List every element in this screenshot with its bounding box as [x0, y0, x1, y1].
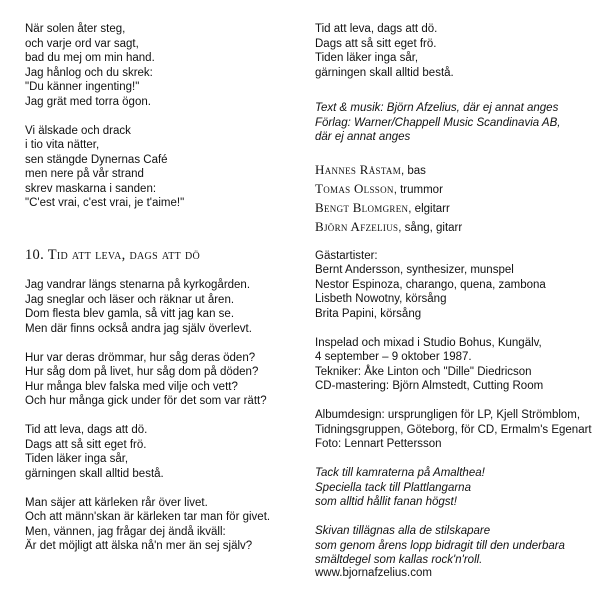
musicians-list: [315, 161, 590, 237]
musician-role: , trummor: [393, 183, 443, 196]
chorus-stanza: [25, 423, 295, 481]
guest-line: Bernt Andersson, synthesizer, munspel: [315, 264, 514, 276]
lyric-line: "C'est vrai, c'est vrai, je t'aime!": [25, 197, 185, 209]
lyric-line: Jag grät med torra ögon.: [25, 95, 151, 108]
design-credits: [315, 408, 590, 452]
recording-line: 4 september – 9 oktober 1987.: [315, 351, 472, 363]
musician-name: Tomas Olsson: [315, 180, 394, 196]
lyric-line: När solen åter steg,: [25, 23, 126, 35]
lyric-line: skrev maskarna i sanden:: [25, 182, 157, 195]
lyric-line: Tid att leva, dags att dö.: [25, 424, 148, 436]
dedication-line: som genom årens lopp bidragit till den underbara: [315, 539, 565, 552]
design-line: Tidningsgruppen, Göteborg, för CD, Ermalm's Egenart: [315, 423, 592, 436]
musician-line: [315, 199, 590, 218]
left-column: [25, 22, 295, 568]
verse-stanza: [25, 278, 295, 336]
chorus-stanza: [315, 22, 590, 80]
lyric-line: men nere på vår strand: [25, 168, 144, 180]
right-column: [315, 22, 590, 582]
lyric-line: Jag sneglar och läser och räknar ut åren.: [25, 293, 235, 306]
lyric-line: Jag hånlog och du skrek:: [25, 66, 153, 79]
musician-name: Björn Afzelius: [315, 218, 399, 234]
musician-role: , elgitarr: [408, 202, 450, 215]
lyric-line: Men där finns också andra jag själv överlevt.: [25, 322, 252, 335]
credit-line: Text & musik: Björn Afzelius, där ej annat anges: [315, 102, 559, 114]
verse-stanza: [25, 22, 295, 109]
recording-line: Inspelad och mixad i Studio Bohus, Kungälv,: [315, 336, 542, 349]
verse-stanza: [25, 124, 295, 211]
lyric-line: gärningen skall alltid bestå.: [25, 467, 164, 480]
credit-line: där ej annat anges: [315, 131, 411, 143]
guest-line: Nestor Espinoza, charango, quena, zambona: [315, 278, 546, 291]
lyric-line: bad du mej om min hand.: [25, 52, 155, 64]
thanks-line: Speciella tack till Plattlangarna: [315, 481, 471, 494]
dedication-line: smältdegel som kallas rock'n'roll.: [315, 554, 483, 566]
lyric-line: Vi älskade och drack: [25, 124, 131, 137]
thanks-line: Tack till kamraterna på Amalthea!: [315, 467, 485, 479]
credits-text-music: [315, 101, 590, 145]
dedication-line: Skivan tillägnas alla de stilskapare: [315, 525, 491, 537]
lyric-line: Och hur många gick under för det som var rätt?: [25, 395, 267, 407]
lyric-line: Jag vandrar längs stenarna på kyrkogården.: [25, 279, 251, 291]
song-heading: 10. Tid att leva, dags att dö: [25, 246, 201, 263]
recording-line: Tekniker: Åke Linton och "Dille" Diedricson: [315, 365, 532, 378]
lyric-line: Tiden läker inga sår,: [25, 453, 129, 465]
design-line: Albumdesign: ursprungligen för LP, Kjell Strömblom,: [315, 409, 581, 421]
website-url: www.bjornafzelius.com: [315, 567, 432, 579]
thanks-line: som alltid hållit fanan högst!: [315, 496, 457, 508]
lyric-line: Hur många blev falska med vilje och vett?: [25, 380, 238, 393]
verse-stanza: [25, 496, 295, 554]
lyric-line: Hur såg dom på livet, hur såg dom på döden?: [25, 366, 259, 378]
lyric-line: Är det möjligt att älska nå'n mer än sej själv?: [25, 540, 253, 552]
lyric-line: Dags att så sitt eget frö.: [25, 438, 147, 451]
lyric-line: "Du känner ingenting!": [25, 81, 140, 93]
lyric-line: Hur var deras drömmar, hur såg deras öden?: [25, 351, 256, 364]
musician-line: [315, 180, 590, 199]
guest-line: Gästartister:: [315, 249, 378, 262]
lyric-line: Dom flesta blev gamla, så vitt jag kan se.: [25, 308, 235, 320]
musician-role: , sång, gitarr: [398, 221, 463, 234]
lyric-line: i tio vita nätter,: [25, 139, 100, 151]
musician-line: [315, 161, 590, 180]
dedication-text: [315, 524, 590, 568]
lyric-line: Men, vännen, jag frågar dej ändå ikväll:: [25, 525, 226, 538]
lyric-line: gärningen skall alltid bestå.: [315, 66, 454, 79]
musician-name: Bengt Blomgren: [315, 199, 409, 215]
lyric-line: Dags att så sitt eget frö.: [315, 37, 437, 50]
musician-role: , bas: [401, 164, 426, 177]
lyric-line: Tiden läker inga sår,: [315, 52, 419, 64]
verse-stanza: [25, 351, 295, 409]
credit-line: Förlag: Warner/Chappell Music Scandinavia AB,: [315, 116, 561, 129]
lyric-line: och varje ord var sagt,: [25, 37, 139, 50]
lyric-line: Tid att leva, dags att dö.: [315, 23, 438, 35]
lyric-line: sen stängde Dynernas Café: [25, 153, 168, 166]
musician-name: Hannes Råstam: [315, 161, 401, 177]
guest-artists: [315, 249, 590, 322]
recording-line: CD-mastering: Björn Almstedt, Cutting Room: [315, 380, 544, 392]
lyric-line: Man säjer att kärleken rår över livet.: [25, 496, 208, 509]
musician-line: [315, 218, 590, 237]
guest-line: Brita Papini, körsång: [315, 307, 422, 320]
thanks-text: [315, 466, 590, 510]
lyric-line: Och att männ'skan är kärleken tar man för givet.: [25, 511, 271, 523]
design-line: Foto: Lennart Pettersson: [315, 438, 442, 450]
recording-info: [315, 336, 590, 394]
guest-line: Lisbeth Nowotny, körsång: [315, 293, 447, 305]
